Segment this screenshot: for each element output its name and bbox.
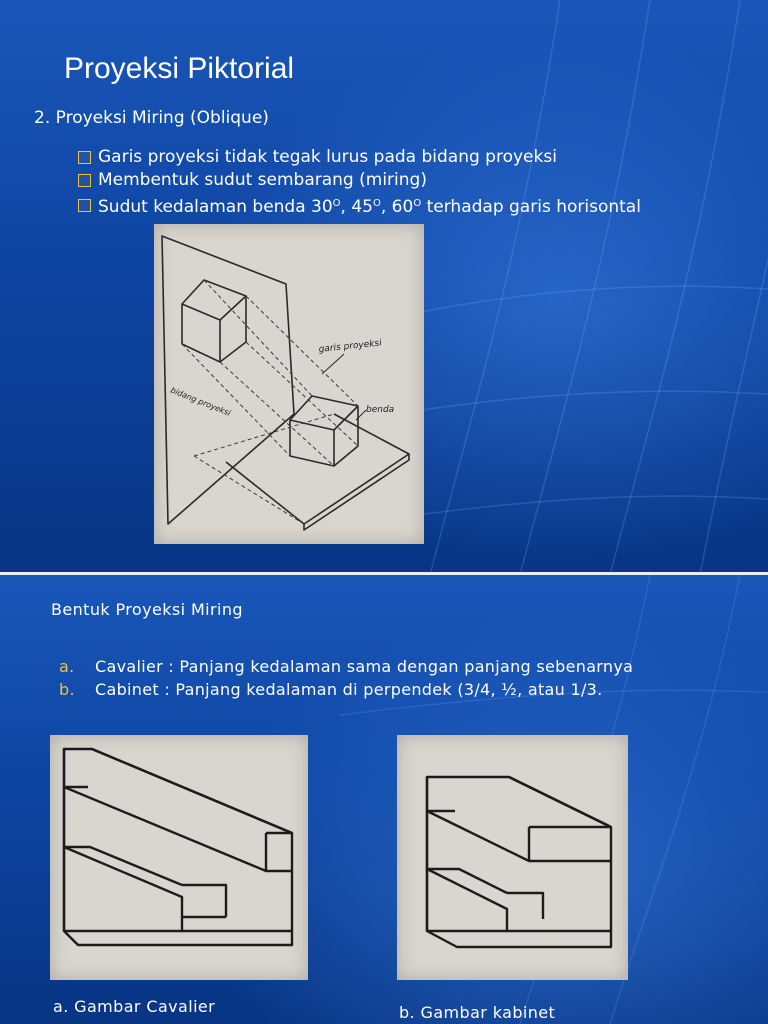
bullet-item [78, 192, 641, 219]
list-item [59, 655, 633, 678]
cavalier-drawing-photo [50, 735, 308, 980]
label-garis-proyeksi: garis proyeksi [318, 338, 383, 355]
list-marker: b. [59, 680, 75, 699]
bullet-list [78, 146, 641, 219]
section-title: Bentuk Proyeksi Miring [51, 600, 243, 619]
checkbox-bullet-icon [78, 199, 91, 212]
checkbox-bullet-icon [78, 174, 91, 187]
bullet-item [78, 169, 641, 192]
subheading: 2. Proyeksi Miring (Oblique) [34, 108, 269, 128]
list-text: Cavalier : Panjang kedalaman sama dengan panjang sebenarnya [95, 657, 634, 676]
cavalier-drawing [50, 735, 308, 980]
oblique-projection-figure [154, 224, 424, 544]
list-marker: a. [59, 657, 75, 676]
caption-kabinet: b. Gambar kabinet [399, 1003, 556, 1022]
list-text: Cabinet : Panjang kedalaman di perpendek (3/4, ½, atau 1/3. [95, 680, 603, 699]
label-benda: benda [366, 405, 395, 415]
cabinet-drawing [397, 735, 628, 980]
bullet-text: Membentuk sudut sembarang (miring) [98, 170, 427, 190]
slide-2 [0, 575, 768, 1024]
projection-types-list [59, 655, 633, 701]
caption-cavalier: a. Gambar Cavalier [53, 997, 216, 1016]
list-item [59, 678, 633, 701]
bullet-item [78, 146, 641, 169]
bullet-text: Sudut kedalaman benda $30^O$, $45^O$, $60^O$ terhadap garis horisontal [98, 197, 641, 217]
slide-title: Proyeksi Piktorial [64, 52, 295, 85]
label-bidang-proyeksi: bidang proyeksi [169, 385, 232, 418]
cabinet-drawing-photo [397, 735, 628, 980]
oblique-projection-drawing [154, 224, 424, 544]
bullet-text: Garis proyeksi tidak tegak lurus pada bidang proyeksi [98, 147, 557, 167]
checkbox-bullet-icon [78, 151, 91, 164]
